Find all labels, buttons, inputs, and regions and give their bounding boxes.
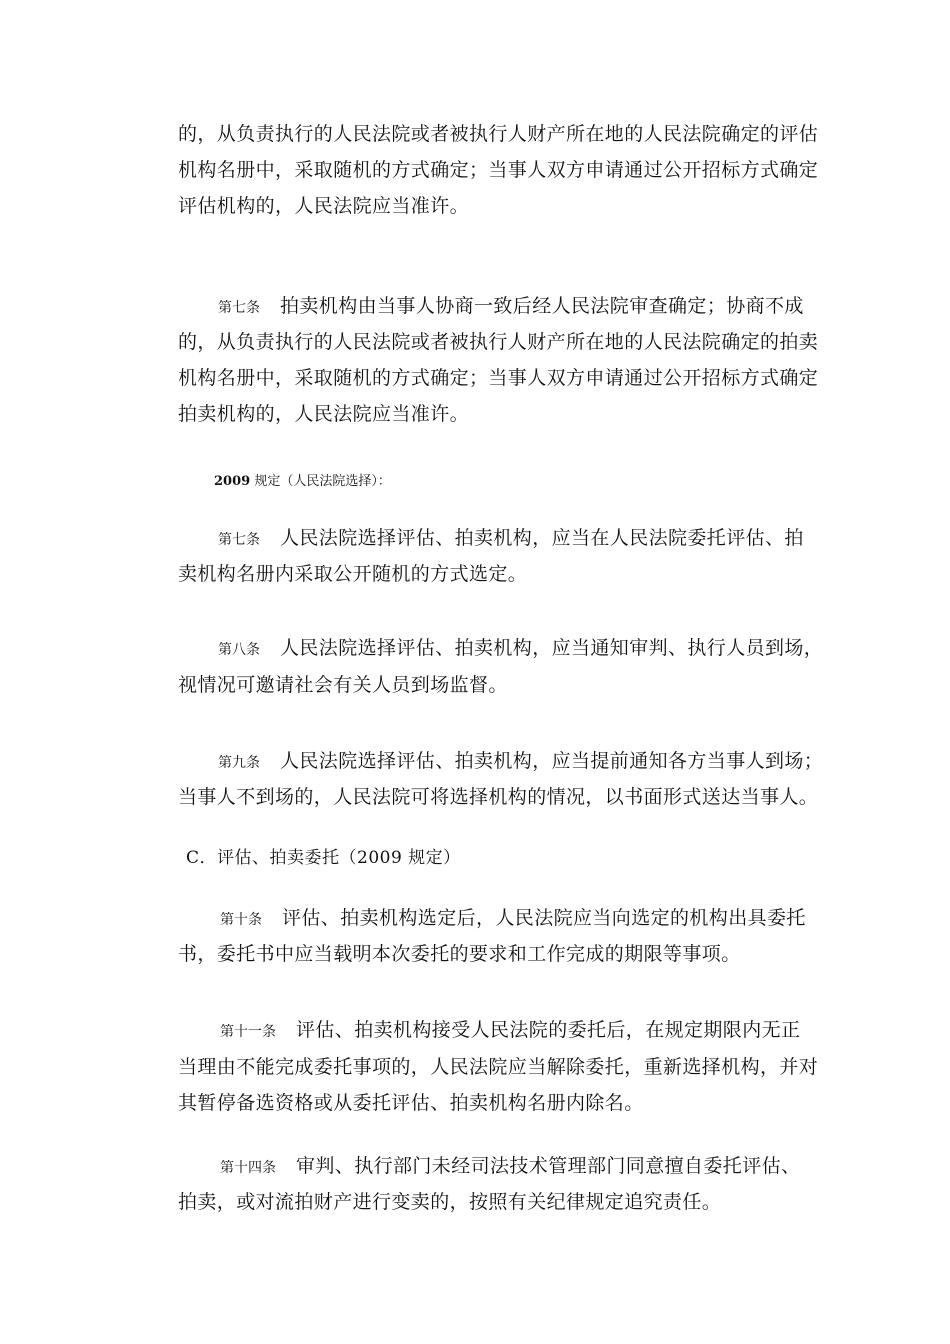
- art7-new-line-1: [218, 526, 804, 552]
- art14-text-1: 审判、执行部门未经司法技术管理部门同意擅自委托评估、: [296, 1155, 801, 1177]
- art7-old-label: 第七条: [218, 300, 260, 316]
- art6-line-3: 评估机构的，人民法院应当准许。: [178, 195, 470, 217]
- art11-text-1: 评估、拍卖机构接受人民法院的委托后，在规定期限内无正: [296, 1019, 801, 1041]
- art7-old-line-2: 的，从负责执行的人民法院或者被执行人财产所在地的人民法院确定的拍卖: [178, 331, 819, 353]
- art7-new-line-2: 卖机构名册内采取公开随机的方式选定。: [178, 563, 528, 585]
- art8-label: 第八条: [218, 642, 260, 658]
- art10-line-2: 书，委托书中应当载明本次委托的要求和工作完成的期限等事项。: [178, 943, 741, 965]
- art7-old-text-1: 拍卖机构由当事人协商一致后经人民法院审查确定；协商不成: [280, 295, 804, 317]
- art7-new-label: 第七条: [218, 532, 260, 548]
- art9-label: 第九条: [218, 755, 260, 771]
- heading-2009-year: 2009: [214, 474, 251, 489]
- art11-label: 第十一条: [220, 1024, 276, 1040]
- section-c-heading: C．评估、拍卖委托（2009 规定）: [186, 848, 461, 868]
- art10-line-1: [220, 906, 806, 932]
- art10-text-1: 评估、拍卖机构选定后，人民法院应当向选定的机构出具委托: [282, 907, 806, 929]
- art7-new-text-1: 人民法院选择评估、拍卖机构，应当在人民法院委托评估、拍: [280, 527, 804, 549]
- art7-old-line-1: [218, 294, 804, 320]
- art6-line-1: 的，从负责执行的人民法院或者被执行人财产所在地的人民法院确定的评估: [178, 123, 819, 145]
- art9-line-2: 当事人不到场的，人民法院可将选择机构的情况，以书面形式送达当事人。: [178, 786, 819, 808]
- art8-line-1: [218, 636, 823, 662]
- art11-line-3: 其暂停备选资格或从委托评估、拍卖机构名册内除名。: [178, 1092, 644, 1114]
- art7-old-line-4: 拍卖机构的，人民法院应当准许。: [178, 403, 470, 425]
- art8-line-2: 视情况可邀请社会有关人员到场监督。: [178, 674, 508, 696]
- art11-line-1: [220, 1018, 800, 1044]
- art14-line-1: [220, 1154, 800, 1180]
- art9-text-1: 人民法院选择评估、拍卖机构，应当提前通知各方当事人到场；: [280, 750, 824, 772]
- art14-line-2: 拍卖，或对流拍财产进行变卖的，按照有关纪律规定追究责任。: [178, 1191, 722, 1213]
- art6-line-2: 机构名册中，采取随机的方式确定；当事人双方申请通过公开招标方式确定: [178, 159, 819, 181]
- heading-2009-text: 规定（人民法院选择）：: [250, 474, 391, 489]
- art8-text-1: 人民法院选择评估、拍卖机构，应当通知审判、执行人员到场，: [280, 637, 824, 659]
- heading-2009: [214, 470, 391, 494]
- art10-label: 第十条: [220, 912, 262, 928]
- art11-line-2: 当理由不能完成委托事项的，人民法院应当解除委托，重新选择机构，并对: [178, 1056, 819, 1078]
- art7-old-line-3: 机构名册中，采取随机的方式确定；当事人双方申请通过公开招标方式确定: [178, 367, 819, 389]
- art14-label: 第十四条: [220, 1160, 276, 1176]
- art9-line-1: [218, 749, 823, 775]
